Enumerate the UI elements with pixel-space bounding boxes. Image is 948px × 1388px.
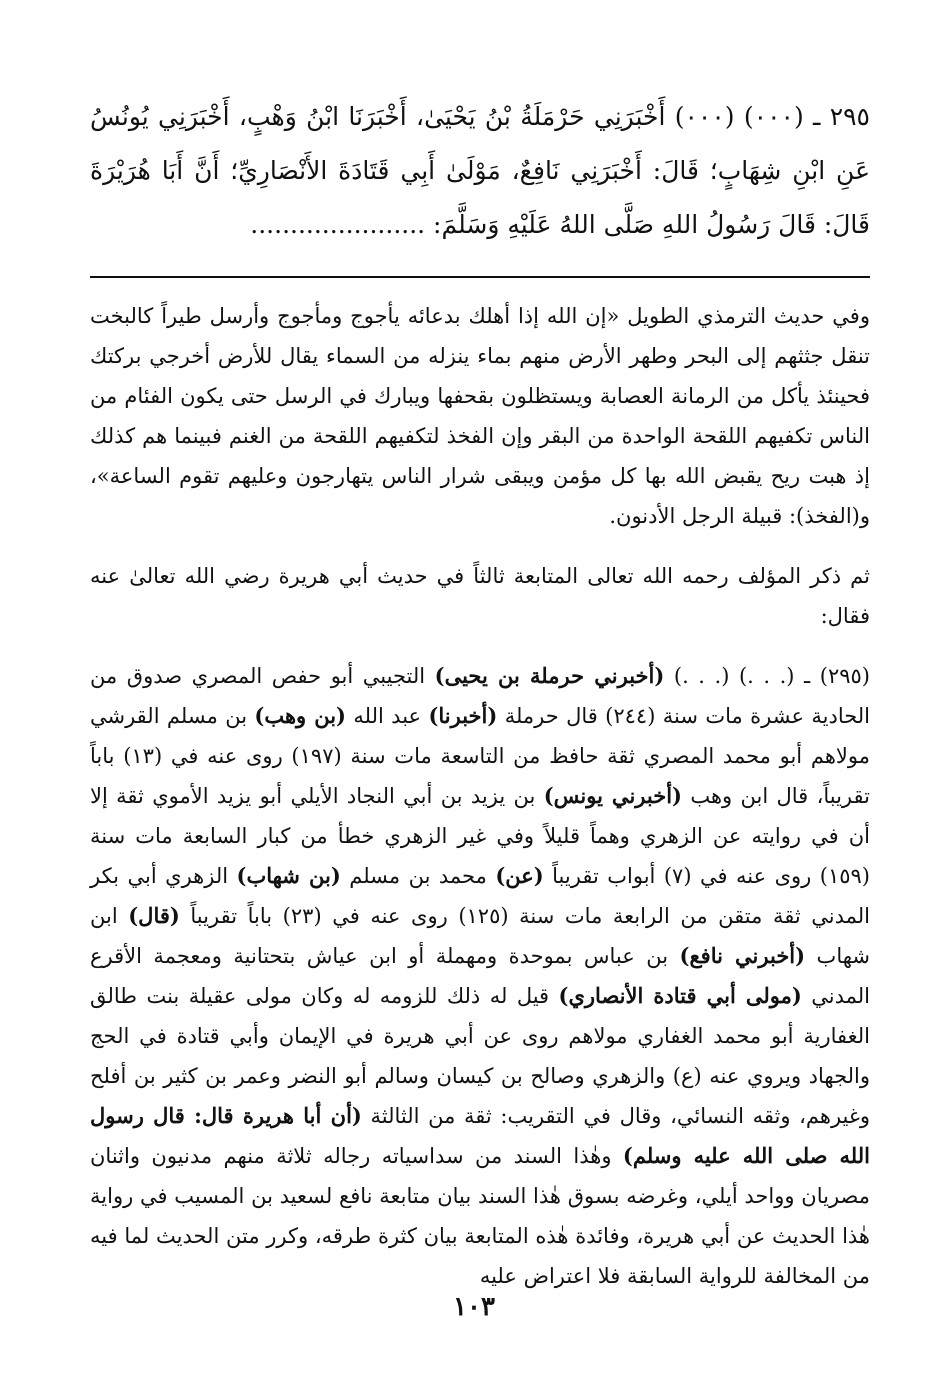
- footnote-divider: [90, 276, 870, 278]
- isnad-text: بن مسلم القرشي مولاهم أبو محمد المصري ثقة حافظ من التاسعة مات سنة (١٩٧) روى عنه في (١٣) باباً تقريباً، قال ابن وهب: [90, 704, 870, 808]
- isnad-text: محمد بن مسلم: [340, 864, 496, 888]
- isnad-abu-hurayra-quote: (أن أبا هريرة قال: قال رسول الله صلى الله عليه وسلم): [90, 1103, 870, 1168]
- commentary-section: [90, 296, 870, 1296]
- hadith-text: ٢٩٥ ـ (٠٠٠) (٠٠٠) أَخْبَرَنِي حَرْمَلَةُ بْنُ يَحْيَىٰ، أَخْبَرَنَا ابْنُ وَهْبٍ، أَخْبَرَنِي يُونُسُ عَنِ ابْنِ شِهَابٍ؛ قَالَ: أَخْبَرَنِي نَافِعٌ، مَوْلَىٰ أَبِي قَتَادَةَ الأَنْصَارِيِّ؛ أَنَّ أَبَا هُرَيْرَةَ قَالَ: قَالَ رَسُولُ اللهِ صَلَّى اللهُ عَلَيْهِ وَسَلَّمَ: ......................: [90, 102, 870, 239]
- isnad-text: الزهري أبي بكر المدني ثقة متقن من الرابعة مات سنة (١٢٥) روى عنه في (٢٣) باباً تقريباً: [90, 864, 870, 928]
- isnad-narrator-harmala: (أخبرني حرملة بن يحيى): [434, 663, 665, 688]
- commentary-paragraph-intro: ثم ذكر المؤلف رحمه الله تعالى المتابعة ثالثاً في حديث أبي هريرة رضي الله تعالىٰ عنه فقال:: [90, 564, 870, 628]
- isnad-text: التجيبي أبو حفص المصري صدوق من الحادية عشرة مات سنة (٢٤٤) قال حرملة: [90, 664, 870, 728]
- isnad-text: وهٰذا السند من سداسياته رجاله ثلاثة منهم مدنيون واثنان مصريان وواحد أيلي، وغرضه بسوق هٰذا السند بيان متابعة نافع لسعيد بن المسيب في رواية هٰذا الحديث عن أبي هريرة، وفائدة هٰذه المتابعة بيان كثرة طرقه، وكرر متن الحديث لما فيه من المخالفة للرواية السابقة فلا اعتراض عليه: [90, 1144, 870, 1288]
- isnad-text: عبد الله: [345, 704, 429, 728]
- isnad-narrator-nafi: (أخبرني نافع): [679, 943, 806, 968]
- isnad-akhbarana: (أخبرنا): [428, 703, 498, 728]
- isnad-qala: (قال): [128, 903, 180, 928]
- isnad-an: (عن): [495, 863, 544, 888]
- page-number: ١٠٣: [453, 1292, 495, 1322]
- isnad-text: ابن شهاب: [90, 904, 870, 968]
- isnad-text: بن عباس بموحدة ومهملة أو ابن عياش بتحتانية ومعجمة الأقرع المدني: [90, 944, 870, 1008]
- isnad-mawla-abi-qatada: (مولى أبي قتادة الأنصاري): [558, 983, 802, 1008]
- isnad-narrator-ibn-shihab: (بن شهاب): [236, 863, 341, 888]
- isnad-text: قيل له ذلك للزومه له وكان مولى عقيلة بنت طالق الغفارية أبو محمد الغفاري مولاهم روى عن أبي هريرة في الإيمان وأبي قتادة في الحج والجهاد ويروي عنه (ع) والزهري وصالح بن كيسان وسالم أبو النضر وعمر بن كثير بن أفلح وغيرهم، وثقه النسائي، وقال في التقريب: ثقة من الثالثة: [90, 984, 870, 1128]
- isnad-number: (٢٩٥) ـ (. . .) (. . .): [664, 664, 870, 688]
- commentary-paragraph-tirmidhi: وفي حديث الترمذي الطويل «إن الله إذا أهلك بدعائه يأجوج ومأجوج وأرسل طيراً كالبخت تنقل جثثهم إلى البحر وطهر الأرض منهم بماء ينزله من السماء يقال للأرض أخرجي بركتك فحينئذ يأكل من الرمانة العصابة ويستظلون بقحفها ويبارك في الرسل حتى يكون الفئام من الناس تكفيهم اللقحة الواحدة من البقر وإن الفخذ لتكفيهم اللقحة من الغنم فبينما هم كذلك إذ هبت ريح يقبض الله بها كل مؤمن ويبقى شرار الناس يتهارجون وعليهم تقوم الساعة»، و(الفخذ): قبيلة الرجل الأدنون.: [90, 304, 871, 528]
- page-body: [90, 90, 870, 1308]
- isnad-narrator-yunus: (أخبرني يونس): [543, 783, 682, 808]
- commentary-paragraph-isnad: [90, 656, 870, 1296]
- isnad-narrator-ibn-wahb: (بن وهب): [254, 703, 346, 728]
- isnad-text: بن يزيد بن أبي النجاد الأيلي أبو يزيد الأموي ثقة إلا أن في روايته عن الزهري وهماً قليلاً وفي غير الزهري خطأ من كبار السابعة مات سنة (١٥٩) روى عنه في (٧) أبواب تقريباً: [90, 784, 870, 888]
